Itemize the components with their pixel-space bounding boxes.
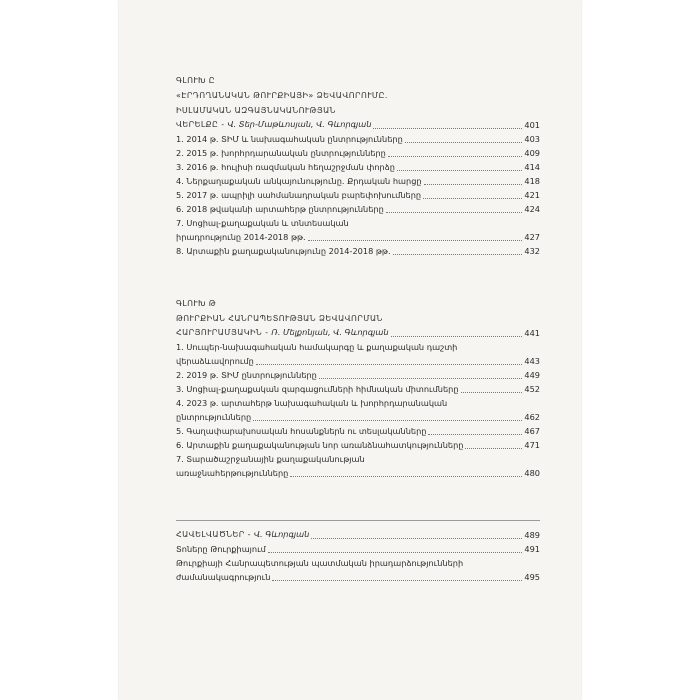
toc-entry xyxy=(176,160,540,174)
toc-entry-text: 5. Գաղափարախոսական հոսանքներն ու տեսլականները xyxy=(176,426,427,436)
leader-dots xyxy=(373,128,522,129)
toc-entry-text: 3. Սոցիալ-քաղաքական զարգացումների հիմնական միտումները xyxy=(176,384,459,394)
leader-dots xyxy=(386,212,523,213)
leader-dots xyxy=(405,142,523,143)
toc-entry-text: Տոները Թուրքիայում xyxy=(176,544,266,554)
toc-entry-page: 452 xyxy=(524,384,540,394)
toc-entry-page: 480 xyxy=(524,468,540,478)
toc-entry xyxy=(176,202,540,216)
leader-dots xyxy=(253,420,522,421)
toc-entry-page: 414 xyxy=(524,162,540,172)
toc-entry-text: առաջնահերթությունները xyxy=(176,468,289,478)
leader-dots xyxy=(319,378,522,379)
toc-entry-text: 8. Արտաքին քաղաքականությունը 2014-2018 թթ. xyxy=(176,246,391,256)
leader-dots xyxy=(256,364,523,365)
chapter-8-page: 401 xyxy=(524,120,540,130)
leader-dots xyxy=(388,156,523,157)
chapter-9-title-entry xyxy=(176,326,540,340)
toc-entry-text: 7. Սոցիալ-քաղաքական և տնտեսական xyxy=(176,218,349,228)
chapter-8-authors: Վ. Տեր-Մաթևոսյան, Վ. Գևորգյան xyxy=(227,119,372,129)
leader-dots xyxy=(272,580,522,581)
toc-entry-text: 5. 2017 թ. ապրիլի սահմանադրական բարեփոխումները xyxy=(176,190,422,200)
leader-dots xyxy=(308,240,523,241)
appendix-items xyxy=(176,542,540,584)
toc-entry-text: Թուրքիայի Հանրապետության պատմական իրադարձությունների xyxy=(176,558,464,568)
leader-dots xyxy=(397,170,522,171)
toc-entry xyxy=(176,174,540,188)
toc-entry-page: 471 xyxy=(524,440,540,450)
toc-entry-page: 491 xyxy=(524,544,540,554)
toc-entry xyxy=(176,410,540,424)
toc-entry xyxy=(176,466,540,480)
toc-entry-text: 6. 2018 թվականի արտահերթ ընտրությունները xyxy=(176,204,384,214)
chapter-8-section xyxy=(176,73,540,258)
leader-dots xyxy=(311,538,522,539)
chapter-8-label: ԳԼՈՒԽ Ը xyxy=(176,76,216,85)
toc-entry xyxy=(176,244,540,258)
toc-entry-text: 2. 2015 թ. խորհրդարանական ընտրությունները xyxy=(176,148,386,158)
toc-entry xyxy=(176,368,540,382)
toc-entry-text: ընտրությունները xyxy=(176,412,252,422)
chapter-8-title-line-3: ՎԵՐԵԼՔԸ - Վ. Տեր-Մաթևոսյան, Վ. Գևորգյան xyxy=(176,119,372,129)
toc-entry xyxy=(176,382,540,396)
chapter-9-label: ԳԼՈՒԽ Թ xyxy=(176,299,217,308)
toc-entry-text: 1. Սուպեր-նախագահական համակարգը և քաղաքական դաշտի xyxy=(176,342,458,352)
toc-entry xyxy=(176,542,540,556)
toc-entry-text: 2. 2019 թ. ՏԻՄ ընտրությունները xyxy=(176,370,317,380)
toc-entry-page: 424 xyxy=(524,204,540,214)
appendix-title: ՀԱՎԵԼՎԱԾՆԵՐ - Վ. Գևորգյան xyxy=(176,529,310,539)
toc-entry xyxy=(176,354,540,368)
chapter-9-title-line-1: ԹՈՒՐՔԻԱՆ ՀԱՆՐԱՊԵՏՈՒԹՅԱՆ ՁԵՎԱՎՈՐՄԱՆ xyxy=(176,314,383,323)
toc-entry xyxy=(176,132,540,146)
appendix-author: Վ. Գևորգյան xyxy=(253,529,310,539)
toc-entry-page: 403 xyxy=(524,134,540,144)
toc-entry xyxy=(176,438,540,452)
toc-entry-page: 409 xyxy=(524,148,540,158)
toc-entry-text: 6. Արտաքին քաղաքականության նոր առանձնահատկությունները xyxy=(176,440,464,450)
chapter-9-items xyxy=(176,340,540,480)
chapter-9-page: 441 xyxy=(524,328,540,338)
toc-entry-page: 467 xyxy=(524,426,540,436)
leader-dots xyxy=(424,184,523,185)
toc-entry-page: 443 xyxy=(524,356,540,366)
toc-entry xyxy=(176,188,540,202)
toc-entry-page: 432 xyxy=(524,246,540,256)
toc-entry-page: 427 xyxy=(524,232,540,242)
toc-entry-text: 1. 2014 թ. ՏԻՄ և նախագահական ընտրությունները xyxy=(176,134,403,144)
chapter-9-section xyxy=(176,296,540,480)
appendix-title-entry xyxy=(176,528,540,542)
toc-entry xyxy=(176,424,540,438)
toc-entry xyxy=(176,146,540,160)
appendix-page: 489 xyxy=(524,530,540,540)
toc-entry-text: ժամանակագրություն xyxy=(176,572,271,582)
chapter-8-items xyxy=(176,132,540,258)
leader-dots xyxy=(393,254,523,255)
leader-dots xyxy=(461,392,523,393)
toc-entry-page: 421 xyxy=(524,190,540,200)
appendix-divider xyxy=(176,520,540,521)
leader-dots xyxy=(290,476,522,477)
leader-dots xyxy=(465,448,522,449)
toc-entry-text: 7. Տարածաշրջանային քաղաքականության xyxy=(176,454,365,464)
chapter-8-title-line-1: «ԷՐԴՈՂԱՆԱԿԱՆ ԹՈՒՐՔԻԱՅԻ» ՁԵՎԱՎՈՐՈՒՄԸ. xyxy=(176,91,388,100)
toc-entry-text: վերաձևավորումը xyxy=(176,356,254,366)
leader-dots xyxy=(428,434,522,435)
chapter-9-authors: Ռ. Մելքոնյան, Վ. Գևորգյան xyxy=(271,327,389,337)
toc-entry-page: 449 xyxy=(524,370,540,380)
appendix-section xyxy=(176,528,540,584)
toc-entry-page: 495 xyxy=(524,572,540,582)
toc-entry xyxy=(176,570,540,584)
toc-entry-text: իրադրությունը 2014-2018 թթ. xyxy=(176,232,306,242)
toc-entry-text: 3. 2016 թ. հուլիսի ռազմական հեղաշրջման փորձը xyxy=(176,162,395,172)
leader-dots xyxy=(268,552,523,553)
chapter-9-title-line-2: ՀԱՐՅՈՒՐԱՄՅԱԿԻՆ - Ռ. Մելքոնյան, Վ. Գևորգյան xyxy=(176,327,389,337)
chapter-8-title-line-2: ԻՍԼԱՄԱԿԱՆ ԱԶԳԱՅՆԱԿԱՆՈՒԹՅԱՆ xyxy=(176,106,336,115)
toc-entry-text: 4. 2023 թ. արտահերթ նախագահական և խորհրդարանական xyxy=(176,398,448,408)
toc-entry-page: 462 xyxy=(524,412,540,422)
leader-dots xyxy=(391,336,523,337)
toc-entry-text: 4. Ներքաղաքական անկայունությունը. Քրդական հարցը xyxy=(176,176,422,186)
leader-dots xyxy=(423,198,522,199)
toc-entry-page: 418 xyxy=(524,176,540,186)
chapter-8-title-entry xyxy=(176,118,540,132)
toc-entry xyxy=(176,230,540,244)
